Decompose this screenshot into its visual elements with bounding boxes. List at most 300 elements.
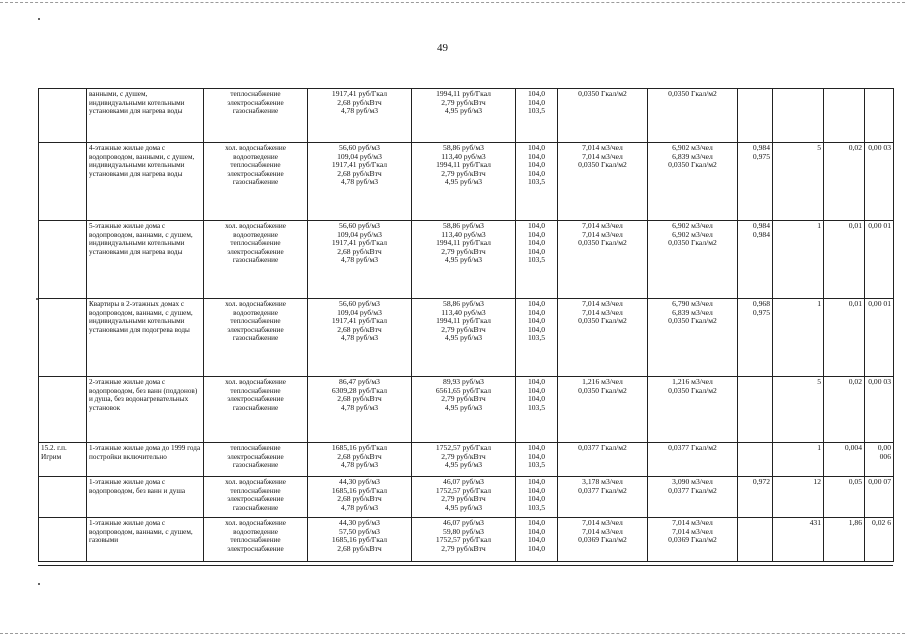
cell-line: 103,5 xyxy=(527,106,546,116)
cell-line: 6,839 м3/чел xyxy=(672,151,713,161)
cell-line: 104,0 xyxy=(527,477,546,486)
cell-line: теплоснабжение xyxy=(230,90,281,98)
cell-line: 7,014 м3/чел xyxy=(582,229,623,239)
value-cell xyxy=(824,443,865,477)
cell-line: 89,93 руб/м3 xyxy=(443,377,484,386)
share-cell xyxy=(865,443,894,477)
norm-current-cell xyxy=(558,143,648,221)
cell-line: 3,090 м3/чел xyxy=(672,477,713,486)
housing-type-cell xyxy=(87,477,204,518)
cell-line: электроснабжение xyxy=(227,325,284,334)
cell-line: 103,5 xyxy=(527,333,546,343)
cell-line: 6,902 м3/чел xyxy=(672,143,713,152)
norm-current-cell xyxy=(558,477,648,518)
cell-line: газоснабжение xyxy=(232,107,279,116)
page-cut-line xyxy=(38,565,893,566)
settlement-cell xyxy=(39,299,87,377)
tariff-new-cell xyxy=(412,477,516,518)
share-cell xyxy=(865,143,894,221)
count-cell xyxy=(773,477,824,518)
tariff-current-cell xyxy=(308,89,412,143)
cell-line: 104,0 xyxy=(527,307,546,317)
tariff-new-cell xyxy=(412,221,516,299)
cell-line: хол. водоснабжение xyxy=(225,519,286,527)
cell-line: электроснабжение xyxy=(227,169,284,178)
norm-new-cell xyxy=(648,377,738,443)
cell-line: 46,07 руб/м3 xyxy=(443,518,484,527)
tariff-new-cell xyxy=(412,443,516,477)
cell-line: 1917,41 руб/Гкал xyxy=(331,238,388,248)
cell-line: 2,79 руб/кВтч xyxy=(441,97,486,107)
cell-line: 2,79 руб/кВтч xyxy=(441,168,486,178)
cell-line: газоснабжение xyxy=(232,461,279,470)
cell-line: 6,839 м3/чел xyxy=(672,307,713,317)
cell-line: 113,40 руб/м3 xyxy=(441,151,486,161)
cell-line: 7,014 м3/чел xyxy=(582,143,623,152)
cell-line: 56,60 руб/м3 xyxy=(339,221,380,230)
norm-current-cell xyxy=(558,377,648,443)
cell-line: 104,0 xyxy=(527,324,546,334)
cell-line: 59,80 руб/м3 xyxy=(443,526,484,536)
cell-line: 0,0377 Гкал/м2 xyxy=(578,485,627,495)
coefficient-cell xyxy=(738,377,773,443)
cell-line: газоснабжение xyxy=(232,178,279,187)
cell-text: 0,00 03 xyxy=(868,377,891,386)
cell-line: 0,0369 Гкал/м2 xyxy=(668,535,717,545)
coefficient-cell xyxy=(738,221,773,299)
cell-line: электроснабжение xyxy=(227,98,284,107)
cell-line: 58,86 руб/м3 xyxy=(443,299,484,308)
cell-line: 6,902 м3/чел xyxy=(672,229,713,239)
cell-line: 1917,41 руб/Гкал xyxy=(331,89,388,98)
cell-line: 104,0 xyxy=(527,543,546,553)
table-row xyxy=(39,89,894,143)
utility-services-cell xyxy=(204,299,308,377)
tariff-current-cell xyxy=(308,299,412,377)
cell-line: 2,68 руб/кВтч xyxy=(337,324,382,334)
cell-line: 0,0350 Гкал/м2 xyxy=(578,238,627,248)
cell-line: электроснабжение xyxy=(227,395,284,404)
norm-new-cell xyxy=(648,143,738,221)
cell-line: хол. водоснабжение xyxy=(225,378,286,386)
cell-line: 103,5 xyxy=(527,502,546,512)
value-cell xyxy=(824,477,865,518)
cell-line: 104,0 xyxy=(527,535,546,545)
cell-line: 3,178 м3/чел xyxy=(582,477,623,486)
cell-line: теплоснабжение xyxy=(230,161,281,170)
cell-text: 1 xyxy=(817,299,821,308)
count-cell xyxy=(773,443,824,477)
cell-line: 86,47 руб/м3 xyxy=(339,377,380,386)
cell-line: газоснабжение xyxy=(232,403,279,412)
cell-line: 0,0350 Гкал/м2 xyxy=(578,316,627,326)
cell-text: 4-этажные жилые дома с водопроводом, ванными, с душем, индивидуальными котельными установками для нагрева воды xyxy=(89,144,195,178)
coefficient-cell xyxy=(738,299,773,377)
cell-line: 2,79 руб/кВтч xyxy=(441,451,486,461)
cell-line: 0,975 xyxy=(752,151,770,161)
cell-text: 0,00 07 xyxy=(868,477,891,486)
cell-line: 56,60 руб/м3 xyxy=(339,143,380,152)
scan-speck xyxy=(38,583,40,585)
cell-text: 5 xyxy=(817,377,821,386)
cell-line: хол. водоснабжение xyxy=(225,144,286,152)
cell-line: 0,0350 Гкал/м2 xyxy=(578,385,627,395)
norm-new-cell xyxy=(648,299,738,377)
table-row xyxy=(39,477,894,518)
cell-line: 1994,11 руб/Гкал xyxy=(436,316,491,326)
cell-line: газоснабжение xyxy=(232,256,279,265)
value-cell xyxy=(824,143,865,221)
cell-text: 0,05 xyxy=(848,477,862,486)
cell-line: 4,78 руб/м3 xyxy=(340,460,379,470)
cell-line: 104,0 xyxy=(527,451,546,461)
cell-line: 0,972 xyxy=(752,477,770,486)
cell-line: 6561,65 руб/Гкал xyxy=(435,385,492,395)
norm-new-cell xyxy=(648,221,738,299)
growth-index-cell xyxy=(516,377,558,443)
cell-line: 104,0 xyxy=(527,143,546,152)
cell-text: 431 xyxy=(809,518,821,527)
cell-text: Квартиры в 2-этажных домах с водопроводом, ваннами, с душем, индивидуальными котельными установками для подогрева воды xyxy=(89,300,193,334)
cell-line: 1752,57 руб/Гкал xyxy=(435,485,492,495)
cell-line: 103,5 xyxy=(527,460,546,470)
cell-line: 0,968 xyxy=(752,299,770,308)
cell-line: газоснабжение xyxy=(232,334,279,343)
cell-line: хол. водоснабжение xyxy=(225,300,286,308)
cell-line: хол. водоснабжение xyxy=(225,222,286,230)
cell-line: 1917,41 руб/Гкал xyxy=(331,160,388,170)
utility-services-cell xyxy=(204,443,308,477)
norm-new-cell xyxy=(648,89,738,143)
tariff-current-cell xyxy=(308,477,412,518)
cell-line: 0,984 xyxy=(752,229,770,239)
count-cell xyxy=(773,299,824,377)
housing-type-cell xyxy=(87,299,204,377)
cell-line: 1752,57 руб/Гкал xyxy=(435,443,492,452)
cell-line: 104,0 xyxy=(527,89,546,98)
cell-line: 104,0 xyxy=(527,377,546,386)
housing-type-cell xyxy=(87,518,204,562)
cell-line: 2,79 руб/кВтч xyxy=(441,246,486,256)
cell-text: 1-этажные жилые дома с водопроводом, без ванн и душа xyxy=(89,478,186,495)
cell-line: 1752,57 руб/Гкал xyxy=(435,535,492,545)
cell-line: 2,79 руб/кВтч xyxy=(441,324,486,334)
table-row xyxy=(39,443,894,477)
cell-line: 4,95 руб/м3 xyxy=(444,502,483,512)
page-number: 49 xyxy=(437,42,448,54)
cell-line: 7,014 м3/чел xyxy=(582,526,623,536)
housing-type-cell xyxy=(87,443,204,477)
cell-line: теплоснабжение xyxy=(230,444,281,452)
share-cell xyxy=(865,221,894,299)
settlement-cell xyxy=(39,143,87,221)
cell-line: 57,50 руб/м3 xyxy=(339,526,380,536)
count-cell xyxy=(773,518,824,562)
cell-line: теплоснабжение xyxy=(230,486,281,495)
cell-line: 2,68 руб/кВтч xyxy=(337,394,382,404)
cell-line: 104,0 xyxy=(527,316,546,326)
cell-text: 1 xyxy=(817,221,821,230)
cell-line: 4,95 руб/м3 xyxy=(444,177,483,187)
cell-line: 104,0 xyxy=(527,494,546,504)
cell-line: газоснабжение xyxy=(232,503,279,512)
tariff-new-cell xyxy=(412,518,516,562)
cell-line: 104,0 xyxy=(527,151,546,161)
scan-speck xyxy=(38,18,40,20)
coefficient-cell xyxy=(738,89,773,143)
share-cell xyxy=(865,518,894,562)
value-cell xyxy=(824,518,865,562)
cell-line: 58,86 руб/м3 xyxy=(443,143,484,152)
cell-text: 0,00 03 xyxy=(868,143,891,152)
housing-type-cell xyxy=(87,143,204,221)
cell-line: 7,014 м3/чел xyxy=(672,526,713,536)
cell-line: 0,0377 Гкал/м2 xyxy=(668,485,717,495)
share-cell xyxy=(865,377,894,443)
cell-line: электроснабжение xyxy=(227,452,284,461)
scan-bottom-edge xyxy=(0,633,905,634)
cell-line: теплоснабжение xyxy=(230,239,281,248)
cell-line: 104,0 xyxy=(527,299,546,308)
cell-line: 104,0 xyxy=(527,443,546,452)
coefficient-cell xyxy=(738,518,773,562)
housing-type-cell xyxy=(87,221,204,299)
share-cell xyxy=(865,89,894,143)
cell-line: водоотведение xyxy=(233,230,278,239)
tariff-new-cell xyxy=(412,377,516,443)
cell-line: 109,04 руб/м3 xyxy=(337,307,382,317)
cell-line: 6,790 м3/чел xyxy=(672,299,713,308)
cell-line: 109,04 руб/м3 xyxy=(337,229,382,239)
cell-line: 0,0350 Гкал/м2 xyxy=(668,238,717,248)
cell-line: 104,0 xyxy=(527,394,546,404)
cell-text: 0,02 6 xyxy=(872,518,891,527)
cell-text: 1-этажные жилые дома до 1999 года постройки включительно xyxy=(89,444,201,461)
table-row xyxy=(39,221,894,299)
utility-services-cell xyxy=(204,221,308,299)
growth-index-cell xyxy=(516,477,558,518)
cell-line: водоотведение xyxy=(233,308,278,317)
cell-line: 7,014 м3/чел xyxy=(582,518,623,527)
cell-line: 104,0 xyxy=(527,385,546,395)
tariff-current-cell xyxy=(308,518,412,562)
cell-line: 113,40 руб/м3 xyxy=(441,307,486,317)
cell-line: 2,68 руб/кВтч xyxy=(337,97,382,107)
share-cell xyxy=(865,299,894,377)
cell-line: водоотведение xyxy=(233,152,278,161)
cell-line: 103,5 xyxy=(527,177,546,187)
cell-line: 1685,16 руб/Гкал xyxy=(331,535,388,545)
value-cell xyxy=(824,299,865,377)
cell-line: 0,0377 Гкал/м2 xyxy=(578,443,627,452)
cell-line: 6309,28 руб/Гкал xyxy=(331,385,388,395)
settlement-cell xyxy=(39,443,87,477)
tariff-current-cell xyxy=(308,443,412,477)
utility-services-cell xyxy=(204,477,308,518)
cell-text: 0,004 xyxy=(844,443,862,452)
cell-line: 104,0 xyxy=(527,97,546,107)
count-cell xyxy=(773,377,824,443)
cell-text: 12 xyxy=(813,477,821,486)
norm-new-cell xyxy=(648,518,738,562)
cell-text: 0,01 xyxy=(848,221,862,230)
cell-line: теплоснабжение xyxy=(230,317,281,326)
cell-line: электроснабжение xyxy=(227,247,284,256)
cell-line: электроснабжение xyxy=(227,495,284,504)
settlement-cell xyxy=(39,518,87,562)
cell-text: 0,02 xyxy=(848,377,862,386)
cell-line: 7,014 м3/чел xyxy=(582,151,623,161)
cell-line: 4,95 руб/м3 xyxy=(444,255,483,265)
cell-line: 56,60 руб/м3 xyxy=(339,299,380,308)
cell-text: 0,02 xyxy=(848,143,862,152)
cell-line: 1,216 м3/чел xyxy=(672,377,713,386)
norm-current-cell xyxy=(558,299,648,377)
cell-line: 104,0 xyxy=(527,160,546,170)
cell-line: 2,68 руб/кВтч xyxy=(337,168,382,178)
coefficient-cell xyxy=(738,143,773,221)
utility-services-cell xyxy=(204,143,308,221)
cell-text: 0,00 01 xyxy=(868,299,891,308)
cell-line: 2,68 руб/кВтч xyxy=(337,451,382,461)
cell-line: 1994,11 руб/Гкал xyxy=(436,89,491,98)
value-cell xyxy=(824,377,865,443)
cell-line: 0,0350 Гкал/м2 xyxy=(668,316,717,326)
cell-text: 0,00 01 xyxy=(868,221,891,230)
cell-text: 1,86 xyxy=(848,518,862,527)
tariff-new-cell xyxy=(412,89,516,143)
cell-line: 104,0 xyxy=(527,526,546,536)
cell-line: 1685,16 руб/Гкал xyxy=(331,443,388,452)
count-cell xyxy=(773,89,824,143)
cell-text: 5 xyxy=(817,143,821,152)
value-cell xyxy=(824,221,865,299)
cell-line: 44,30 руб/м3 xyxy=(339,477,380,486)
coefficient-cell xyxy=(738,477,773,518)
cell-line: 4,78 руб/м3 xyxy=(340,106,379,116)
cell-line: 0,0369 Гкал/м2 xyxy=(578,535,627,545)
cell-line: 2,79 руб/кВтч xyxy=(441,494,486,504)
tariff-table xyxy=(38,88,894,562)
tariff-current-cell xyxy=(308,143,412,221)
cell-line: 2,79 руб/кВтч xyxy=(441,543,486,553)
cell-line: 0,0350 Гкал/м2 xyxy=(578,160,627,170)
cell-line: 44,30 руб/м3 xyxy=(339,518,380,527)
norm-new-cell xyxy=(648,477,738,518)
utility-services-cell xyxy=(204,89,308,143)
table-row xyxy=(39,518,894,562)
cell-line: 0,984 xyxy=(752,143,770,152)
growth-index-cell xyxy=(516,221,558,299)
count-cell xyxy=(773,221,824,299)
cell-line: 103,5 xyxy=(527,402,546,412)
cell-line: 4,78 руб/м3 xyxy=(340,177,379,187)
table-row xyxy=(39,299,894,377)
tariff-current-cell xyxy=(308,377,412,443)
growth-index-cell xyxy=(516,443,558,477)
cell-line: 4,95 руб/м3 xyxy=(444,402,483,412)
cell-line: 0,0350 Гкал/м2 xyxy=(668,160,717,170)
norm-new-cell xyxy=(648,443,738,477)
cell-line: 104,0 xyxy=(527,518,546,527)
cell-line: 7,014 м3/чел xyxy=(672,518,713,527)
cell-line: 58,86 руб/м3 xyxy=(443,221,484,230)
table-row xyxy=(39,377,894,443)
cell-line: 2,68 руб/кВтч xyxy=(337,543,382,553)
cell-line: 6,902 м3/чел xyxy=(672,221,713,230)
cell-line: 0,0350 Гкал/м2 xyxy=(668,89,717,98)
cell-line: 104,0 xyxy=(527,221,546,230)
cell-line: электроснабжение xyxy=(227,544,284,553)
settlement-cell xyxy=(39,377,87,443)
growth-index-cell xyxy=(516,518,558,562)
cell-line: 7,014 м3/чел xyxy=(582,221,623,230)
norm-current-cell xyxy=(558,89,648,143)
cell-text: 1 xyxy=(817,443,821,452)
cell-line: 0,0350 Гкал/м2 xyxy=(668,385,717,395)
cell-line: 113,40 руб/м3 xyxy=(441,229,486,239)
cell-text: 2-этажные жилые дома с водопроводом, без ванн (поддонов) и душа, без водонагревательных установок xyxy=(89,378,198,412)
cell-line: 0,975 xyxy=(752,307,770,317)
cell-line: 0,0350 Гкал/м2 xyxy=(578,89,627,98)
utility-services-cell xyxy=(204,377,308,443)
cell-line: 4,95 руб/м3 xyxy=(444,106,483,116)
cell-line: 2,68 руб/кВтч xyxy=(337,494,382,504)
settlement-cell xyxy=(39,221,87,299)
table-body xyxy=(39,89,894,562)
housing-type-cell xyxy=(87,377,204,443)
cell-line: 1994,11 руб/Гкал xyxy=(436,238,491,248)
cell-line: 4,78 руб/м3 xyxy=(340,502,379,512)
settlement-cell xyxy=(39,477,87,518)
value-cell xyxy=(824,89,865,143)
growth-index-cell xyxy=(516,89,558,143)
cell-line: 1685,16 руб/Гкал xyxy=(331,485,388,495)
cell-line: 2,68 руб/кВтч xyxy=(337,246,382,256)
cell-line: 7,014 м3/чел xyxy=(582,299,623,308)
cell-line: 4,78 руб/м3 xyxy=(340,402,379,412)
cell-line: 2,79 руб/кВтч xyxy=(441,394,486,404)
settlement-cell xyxy=(39,89,87,143)
cell-line: хол. водоснабжение xyxy=(225,478,286,486)
cell-line: 103,5 xyxy=(527,255,546,265)
cell-line: 4,78 руб/м3 xyxy=(340,333,379,343)
cell-line: 46,07 руб/м3 xyxy=(443,477,484,486)
cell-line: 1,216 м3/чел xyxy=(582,377,623,386)
cell-line: 7,014 м3/чел xyxy=(582,307,623,317)
cell-text: 0,01 xyxy=(848,299,862,308)
cell-line: 1917,41 руб/Гкал xyxy=(331,316,388,326)
cell-line: 109,04 руб/м3 xyxy=(337,151,382,161)
cell-line: теплоснабжение xyxy=(230,386,281,395)
norm-current-cell xyxy=(558,221,648,299)
scan-top-edge xyxy=(0,2,905,3)
share-cell xyxy=(865,477,894,518)
growth-index-cell xyxy=(516,143,558,221)
tariff-new-cell xyxy=(412,143,516,221)
cell-text: 0,00 006 xyxy=(877,443,891,461)
cell-text: 5-этажные жилые дома с водопроводом, ваннами, с душем, индивидуальными котельными установками для нагрева воды xyxy=(89,222,193,256)
norm-current-cell xyxy=(558,518,648,562)
cell-line: 4,95 руб/м3 xyxy=(444,460,483,470)
cell-text: 15.2. г.п. Игрим xyxy=(41,444,67,461)
cell-line: 1994,11 руб/Гкал xyxy=(436,160,491,170)
growth-index-cell xyxy=(516,299,558,377)
cell-line: 104,0 xyxy=(527,246,546,256)
housing-type-cell xyxy=(87,89,204,143)
cell-line: 104,0 xyxy=(527,229,546,239)
utility-services-cell xyxy=(204,518,308,562)
